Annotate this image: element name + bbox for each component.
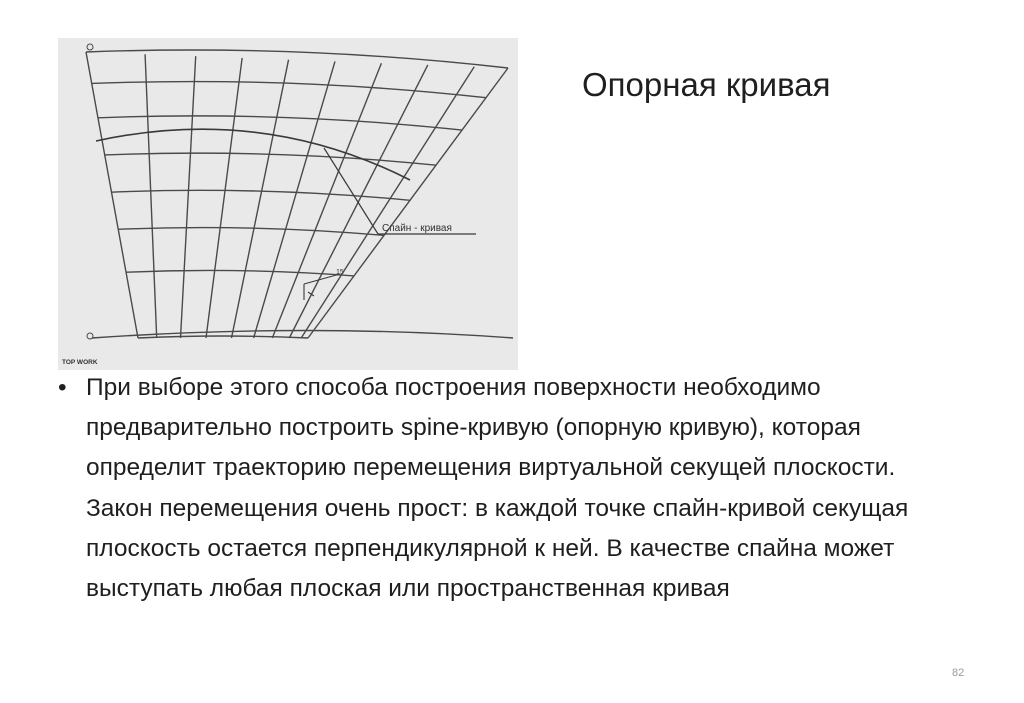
grid-section [138, 336, 308, 338]
grid-line [301, 67, 474, 338]
bullet-item [58, 368, 928, 609]
page-number: 82 [952, 667, 965, 679]
spine-curve-figure [58, 38, 518, 370]
slide-title: Опорная кривая [582, 66, 831, 103]
spine-curve [96, 129, 410, 180]
surface-grid-lines [86, 50, 513, 338]
grid-section [98, 116, 462, 130]
grid-line [86, 52, 138, 338]
grid-section [105, 153, 436, 165]
top-corner-marker [87, 44, 93, 50]
grid-line [232, 60, 289, 338]
bullet-text: При выборе этого способа построения поверхности необходимо предварительно построить spine-кривую (опорную кривую), которая определит траекторию перемещения виртуальной секущей плоскости. Закон перемещения очень прост: в каждой точке спайн-кривой секущая плоскость остается перпендикулярной к ней. В качестве спайна может выступать любая плоская или пространственная кривая [86, 374, 909, 603]
surface-grid-drawing [58, 38, 518, 370]
grid-line [308, 68, 508, 338]
corner-label: TOP WORK [62, 359, 98, 366]
grid-line [145, 54, 157, 338]
spine-label: Спайн - кривая [382, 223, 452, 234]
tick-label: 15 [336, 269, 344, 276]
grid-line [254, 61, 335, 338]
grid-line [206, 58, 242, 338]
bullet-icon: • [58, 374, 67, 401]
grid-section [126, 270, 354, 275]
grid-section [92, 82, 486, 98]
spine-pointer-line [324, 148, 378, 234]
grid-line [181, 56, 196, 338]
plane-marker [304, 274, 340, 300]
grid-line [289, 65, 428, 338]
bottom-corner-marker [87, 333, 93, 339]
grid-section [86, 50, 508, 68]
